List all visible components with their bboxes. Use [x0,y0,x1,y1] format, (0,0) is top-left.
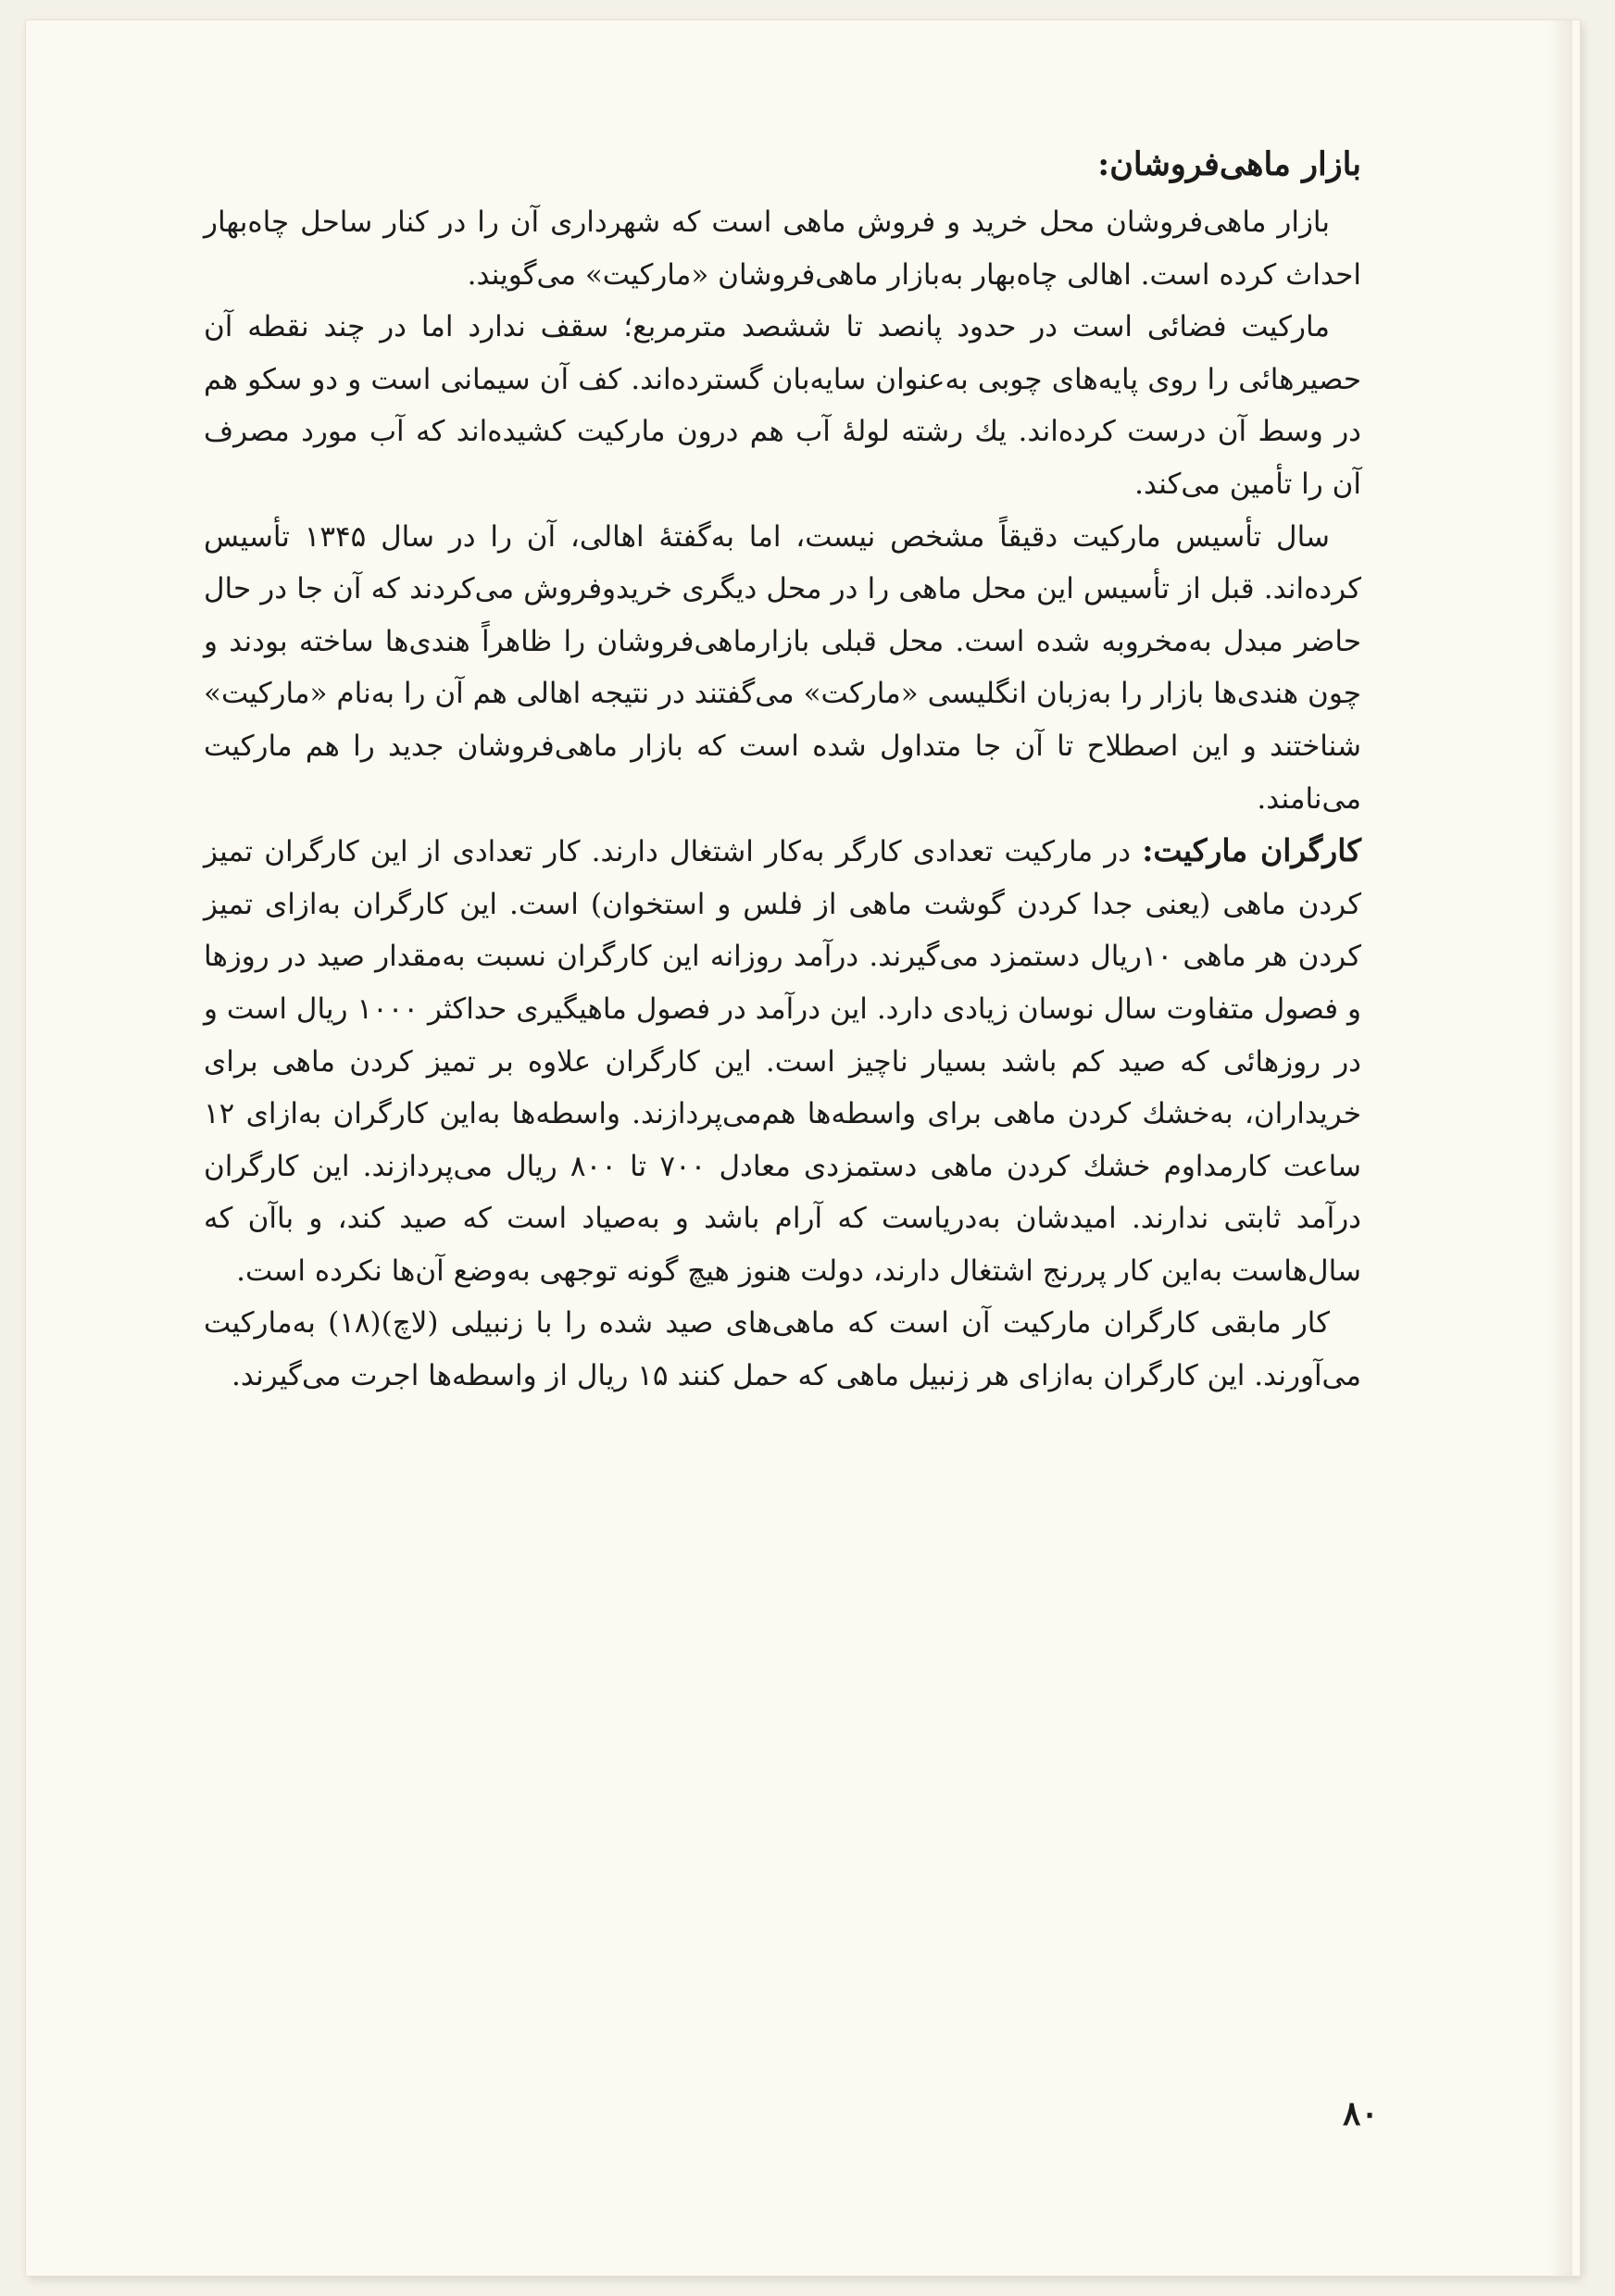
page-edge-shadow [1548,20,1572,2276]
workers-heading: کارگران مارکیت: [1142,832,1361,869]
paragraph-market-history: سال تأسیس مارکیت دقیقاً مشخص نیست، اما به‌گفتهٔ اهالی، آن را در سال ۱۳۴۵ تأسیس کرده‌اند. قبل از تأسیس این محل ماهی را در محل دیگری خریدوفروش می‌کردند که آن جا در حال حاضر مبدل به‌مخروبه شده است. محل قبلی بازارماهی‌فروشان را ظاهراً هندی‌ها ساخته بودند و چون هندی‌ها بازار را به‌زبان انگلیسی «مارکت» می‌گفتند در نتیجه اهالی هم آن را به‌نام «مارکیت» شناختند و این اصطلاح تا آن جا متداول شده است که بازار ماهی‌فروشان جدید را هم مارکیت می‌نامند. [204,519,1361,816]
paragraph-workers [204,825,1361,1297]
workers-body-text: در مارکیت تعدادی کارگر به‌کار اشتغال دارند. کار تعدادی از این کارگران تمیز کردن ماهی (یعنی جدا کردن گوشت ماهی از فلس و استخوان) است. این کارگران به‌ازای تمیز کردن هر ماهی ۱۰ریال دستمزد می‌گیرند. درآمد روزانه این کارگران نسبت به‌مقدار صید در روزها و فصول متفاوت سال نوسان زیادی دارد. این درآمد در فصول ماهیگیری حداکثر ۱۰۰۰ ریال است و در روزهائی که صید کم باشد بسیار ناچیز است. این کارگران علاوه بر تمیز کردن ماهی برای خریداران، به‌خشك کردن ماهی برای واسطه‌ها هم‌می‌پردازند. واسطه‌ها به‌این کارگران به‌ازای ۱۲ ساعت کارمداوم خشك کردن ماهی دستمزدی معادل ۷۰۰ تا ۸۰۰ ریال می‌پردازند. این کارگران درآمد ثابتی ندارند. امیدشان به‌دریاست که آرام باشد و به‌صیاد است که صید کند، و باآن که سال‌هاست به‌این کار پررنج اشتغال دارند، دولت هنوز هیچ گونه توجهی به‌وضع آن‌ها نکرده است. [204,835,1362,1288]
paragraph-market-intro: بازار ماهی‌فروشان محل خرید و فروش ماهی است که شهرداری آن را در کنار ساحل چاه‌بهار احداث کرده است. اهالی چاه‌بهار به‌بازار ماهی‌فروشان «مارکیت» می‌گویند. [204,206,1361,292]
page-number: ۸۰ [1343,2094,1379,2133]
paragraph-basket-carriers: کار مابقی کارگران مارکیت آن است که ماهی‌های صید شده را با زنبیلی (لاچ)(۱۸) به‌مارکیت می‌آورند. این کارگران به‌ازای هر زنبیل ماهی که حمل کنند ۱۵ ریال از واسطه‌ها اجرت می‌گیرند. [204,1306,1361,1393]
paragraph-market-description: مارکیت فضائی است در حدود پانصد تا ششصد مترمربع؛ سقف ندارد اما در چند نقطه آن حصیرهائی را روی پایه‌های چوبی به‌عنوان سایه‌بان گسترده‌اند. کف آن سیمانی است و دو سکو هم در وسط آن درست کرده‌اند. یك رشته لولهٔ آب هم درون مارکیت کشیده‌اند که آب مورد مصرف آن را تأمین می‌کند. [204,310,1361,501]
page-text-block [204,139,1361,1403]
section-title: بازار ماهی‌فروشان: [1097,145,1361,183]
